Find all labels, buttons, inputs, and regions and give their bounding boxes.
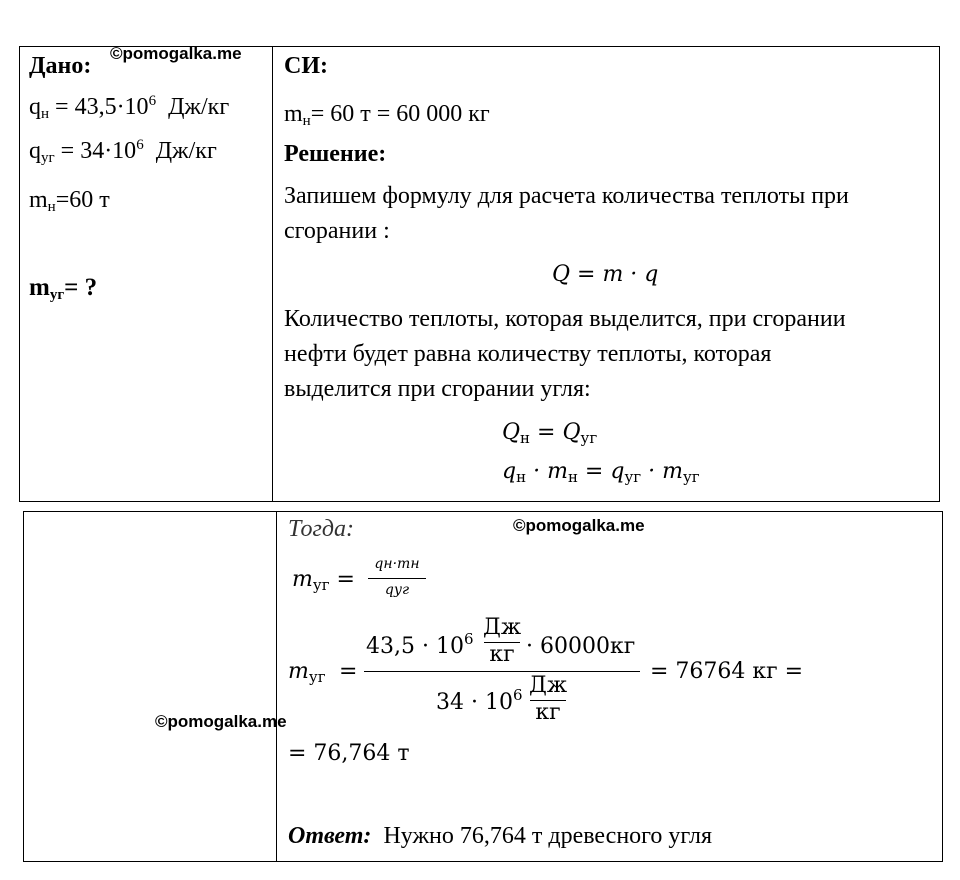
formula2-result: = 76764 кг = bbox=[650, 659, 804, 684]
formula1-denominator: qуг bbox=[384, 582, 410, 598]
formula2-equals: = bbox=[339, 659, 358, 684]
watermark-bottom-left: ©pomogalka.me bbox=[155, 712, 287, 731]
watermark-top: ©pomogalka.me bbox=[110, 44, 242, 63]
solution-text1-line2: сгорании : bbox=[284, 218, 390, 244]
formula2-denominator-unit-top: Дж bbox=[528, 673, 568, 698]
formula1-numerator: qн·mн bbox=[374, 556, 420, 572]
answer-line bbox=[288, 822, 712, 850]
given-title: Дано: bbox=[29, 53, 92, 79]
solution-text2-line2: нефти будет равна количеству теплоты, которая bbox=[284, 341, 772, 367]
bottom-table-divider bbox=[276, 511, 277, 862]
formula1-lhs: $m_{уг}$ = bbox=[292, 567, 355, 594]
formula2-numerator-b: · 60000кг bbox=[526, 634, 636, 659]
equation-q-equal: $Q_н = Q_{уг}$ bbox=[502, 420, 598, 447]
formula1-fraction-bar bbox=[368, 578, 426, 579]
formula2-fraction-bar bbox=[364, 671, 640, 672]
given-q-n: $q_н = 43,5\cdot 10^6$ Дж/кг bbox=[29, 93, 230, 122]
equation-qm-equal: $q_н \cdot m_н = q_{уг} \cdot m_{уг}$ bbox=[502, 459, 700, 486]
watermark-bottom-right: ©pomogalka.me bbox=[513, 516, 645, 535]
answer-text: Нужно 76,764 т древесного угля bbox=[383, 823, 713, 849]
solution-text2-line3: выделится при сгорании угля: bbox=[284, 376, 591, 402]
formula2-lhs: $m_{уг}$ bbox=[288, 659, 326, 686]
given-find: $m_{уг}=$ ? bbox=[29, 274, 98, 303]
formula2-denominator-a: $34 \cdot 10^6$ bbox=[436, 686, 523, 715]
formula2-numerator-unit-top: Дж bbox=[482, 615, 522, 640]
answer-label: Ответ: bbox=[288, 823, 372, 849]
solution-text2-line1: Количество теплоты, которая выделится, при сгорании bbox=[284, 306, 846, 332]
si-mass: $m_н= 60$ т = 60 000 кг bbox=[284, 101, 490, 129]
solution-title: Решение: bbox=[284, 141, 387, 167]
then-label: Тогда: bbox=[288, 516, 354, 542]
formula2-numerator-unit-bot: кг bbox=[489, 642, 515, 667]
si-title: СИ: bbox=[284, 53, 328, 79]
given-q-ug: $q_{уг} = 34\cdot 10^6$ Дж/кг bbox=[29, 137, 217, 166]
formula2-numerator-a: $43,5 \cdot 10^6$ bbox=[366, 630, 474, 659]
formula2-denominator-unit-bot: кг bbox=[535, 700, 561, 725]
formula-q-m-q: Q = m · q bbox=[552, 262, 659, 287]
formula3-tonnes: = 76,764 т bbox=[288, 741, 410, 766]
top-table-divider bbox=[272, 46, 273, 502]
solution-text1-line1: Запишем формулу для расчета количества теплоты при bbox=[284, 183, 849, 209]
bottom-table bbox=[23, 511, 943, 862]
given-m-n: $m_н=60$ т bbox=[29, 187, 110, 215]
